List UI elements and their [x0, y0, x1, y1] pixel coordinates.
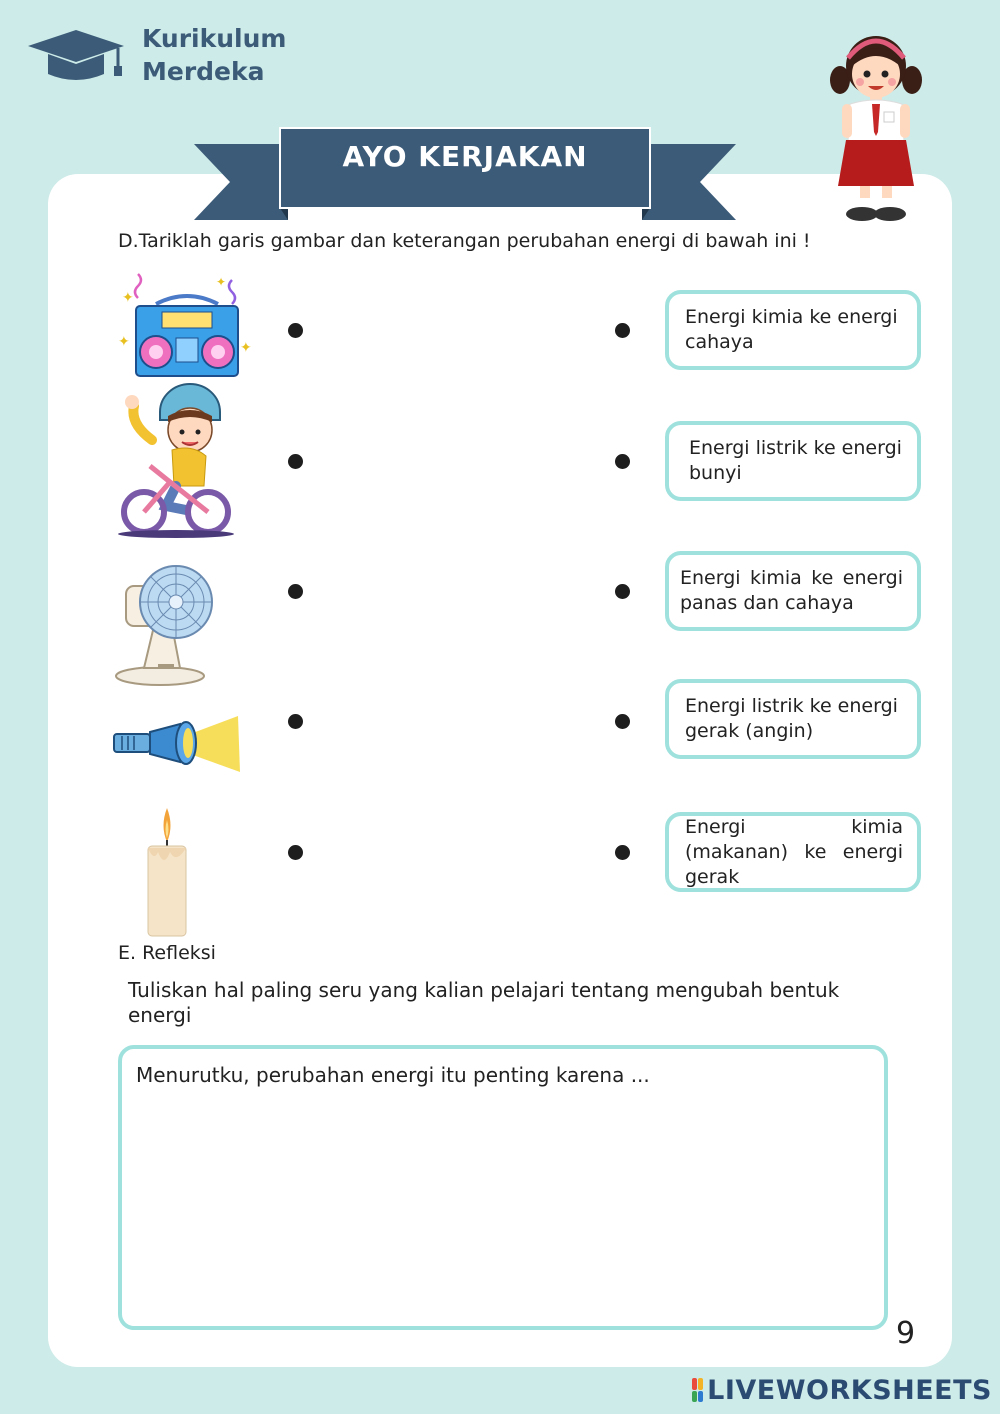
description-dot-2[interactable]: [615, 454, 630, 469]
liveworksheets-text: LIVEWORKSHEETS: [707, 1374, 992, 1406]
picture-dot-5[interactable]: [288, 845, 303, 860]
description-box-1: [665, 290, 921, 370]
brand-line-2: Merdeka: [142, 57, 265, 86]
radio-icon: [112, 266, 262, 378]
student-girl-icon: [826, 22, 926, 226]
description-text-4: Energi listrik ke energi gerak (angin): [685, 695, 898, 742]
picture-dot-2[interactable]: [288, 454, 303, 469]
description-box-4: [665, 679, 921, 759]
description-text-5: Energi kimia (makanan) ke energi gerak: [685, 815, 903, 888]
svg-text:✦: ✦: [240, 340, 252, 356]
description-text-3: Energi kimia ke energi panas dan cahaya: [680, 567, 903, 614]
description-text-1: Energi kimia ke energi cahaya: [685, 306, 898, 353]
description-box-5: [665, 812, 921, 892]
picture-dot-1[interactable]: [288, 323, 303, 338]
description-box-3: [665, 551, 921, 631]
brand-name: [142, 22, 286, 88]
description-dot-4[interactable]: [615, 714, 630, 729]
liveworksheets-logo: [692, 1372, 992, 1408]
svg-text:✦: ✦: [122, 290, 134, 306]
svg-text:✦: ✦: [118, 334, 130, 350]
fan-icon: [114, 556, 220, 686]
picture-dot-4[interactable]: [288, 714, 303, 729]
banner-title: AYO KERJAKAN: [342, 140, 588, 173]
description-dot-1[interactable]: [615, 323, 630, 338]
flashlight-icon: [110, 712, 242, 776]
child-cycling-icon: [116, 386, 240, 538]
reflection-answer-field[interactable]: [118, 1045, 888, 1330]
brand-line-1: Kurikulum: [142, 24, 287, 53]
instruction-text: D.Tariklah garis gambar dan keterangan perubahan energi di bawah ini !: [118, 230, 811, 252]
section-e-title: E. Refleksi: [118, 942, 216, 964]
svg-text:✦: ✦: [216, 275, 227, 289]
reflection-answer-text: Menurutku, perubahan energi itu penting karena ...: [136, 1063, 650, 1087]
description-box-2: [665, 421, 921, 501]
description-dot-3[interactable]: [615, 584, 630, 599]
liveworksheets-icon: [692, 1378, 703, 1402]
reflection-prompt: Tuliskan hal paling seru yang kalian pelajari tentang mengubah bentuk energi: [128, 978, 840, 1027]
candle-icon: [142, 806, 192, 938]
description-dot-5[interactable]: [615, 845, 630, 860]
description-text-2: Energi listrik ke energi bunyi: [689, 437, 902, 484]
page-number: 9: [896, 1316, 916, 1351]
picture-dot-3[interactable]: [288, 584, 303, 599]
